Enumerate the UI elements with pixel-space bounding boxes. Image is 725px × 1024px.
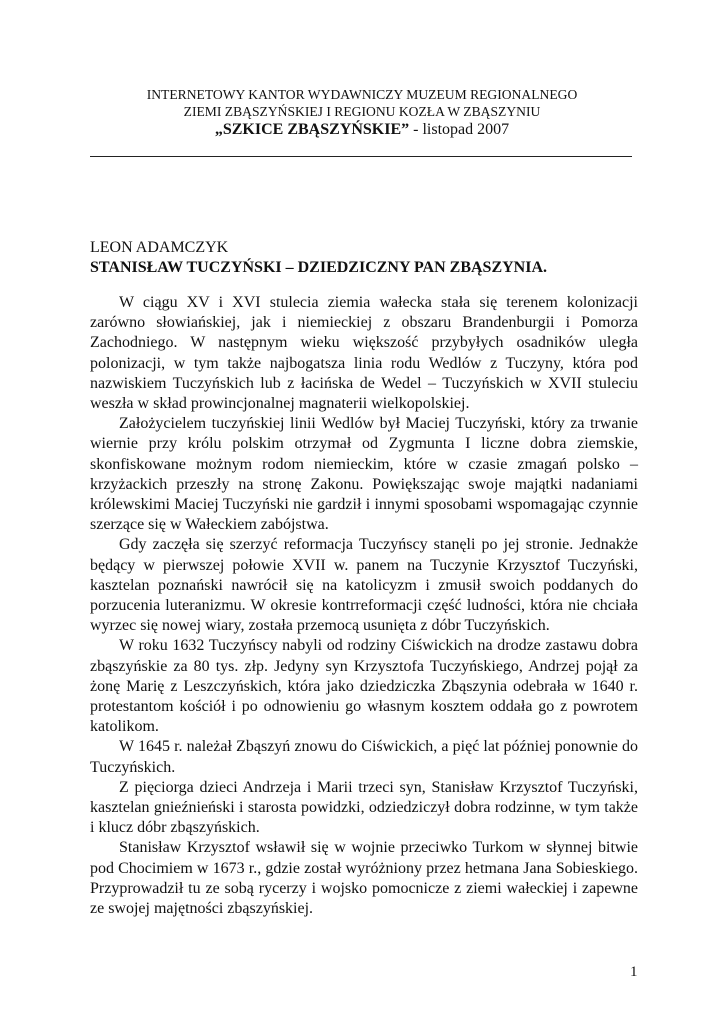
paragraph: W 1645 r. należał Zbąszyń znowu do Ciświckich, a pięć lat później ponownie do Tuczyńskich. (90, 738, 638, 776)
paragraph: Założycielem tuczyńskiej linii Wedlów był Maciej Tuczyński, który za trwanie wiernie przy królu polskim otrzymał od Zygmunta I liczne dobra ziemskie, skonfiskowane możnym rodom niemieckim, które w czasie zmagań polsko – krzyżackich przeszły na stronę Zakonu. Powiększając swoje majątki nadaniami królewskimi Maciej Tuczyński nie gardził i innymi sposobami wspomagając czynnie szerzące się w Wałeckiem zabójstwa. (90, 415, 638, 534)
paragraph: Stanisław Krzysztof wsławił się w wojnie przeciwko Turkom w słynnej bitwie pod Chocimiem w 1673 r., gdzie został wyróżniony przez hetmana Jana Sobieskiego. Przyprowadził tu ze sobą rycerzy i wojsko pomocnicze z ziemi wałeckiej i zapewne ze swojej majętności zbąszyńskiej. (90, 839, 638, 918)
series-date: - listopad 2007 (409, 121, 510, 138)
publisher-header (90, 86, 634, 140)
article-title: STANISŁAW TUCZYŃSKI – DZIEDZICZNY PAN ZBĄSZYNIA. (90, 259, 547, 276)
paragraph: W roku 1632 Tuczyńscy nabyli od rodziny Ciświckich na drodze zastawu dobra zbąszyńskie za 80 tys. złp. Jedyny syn Krzysztofa Tuczyńskiego, Andrzej pojął za żonę Marię z Leszczyńskich, która jako dziedziczka Zbąszynia odebrała w 1640 r. protestantom kościół i po odnowieniu go własnym kosztem oddała go z powrotem katolikom. (90, 637, 638, 736)
header-line-2: ZIEMI ZBĄSZYŃSKIEJ I REGIONU KOZŁA W ZBĄSZYNIU (183, 104, 541, 119)
series-title: „SZKICE ZBĄSZYŃSKIE” (214, 121, 410, 138)
paragraph: W ciągu XV i XVI stulecia ziemia wałecka stała się terenem kolonizacji zarówno słowiańskiej, jak i niemieckiej z obszaru Brandenburgii i Pomorza Zachodniego. W następnym wieku większość przybyłych osadników uległa polonizacji, w tym także najbogatsza linia rodu Wedlów z Tuczyny, która pod nazwiskiem Tuczyńskich lub z łacińska de Wedel – Tuczyńskich w XVII stuleciu weszła w skład prowincjonalnej magnaterii wielkopolskiej. (90, 294, 638, 413)
article-author: LEON ADAMCZYK (90, 239, 229, 256)
page-number: 1 (630, 964, 638, 980)
header-series-line (90, 120, 634, 140)
article-body (90, 293, 638, 919)
paragraph: Gdy zaczęła się szerzyć reformacja Tuczyńscy stanęli po jej stronie. Jednakże będący w pierwszej połowie XVII w. panem na Tuczynie Krzysztof Tuczyński, kasztelan poznański nawrócił się na katolicyzm i zmusił swoich poddanych do porzucenia luteranizmu. W okresie kontrreformacji część ludności, która nie chciała wyrzec się nowej wiary, została przemocą usunięta z dóbr Tuczyńskich. (90, 536, 638, 635)
header-divider (90, 156, 632, 157)
paragraph: Z pięciorga dzieci Andrzeja i Marii trzeci syn, Stanisław Krzysztof Tuczyński, kasztelan gnieźnieński i starosta powidzki, odziedziczył dobra rodzinne, w tym także i klucz dóbr zbąszyńskich. (90, 778, 638, 837)
header-line-1: INTERNETOWY KANTOR WYDAWNICZY MUZEUM REGIONALNEGO (146, 87, 578, 102)
